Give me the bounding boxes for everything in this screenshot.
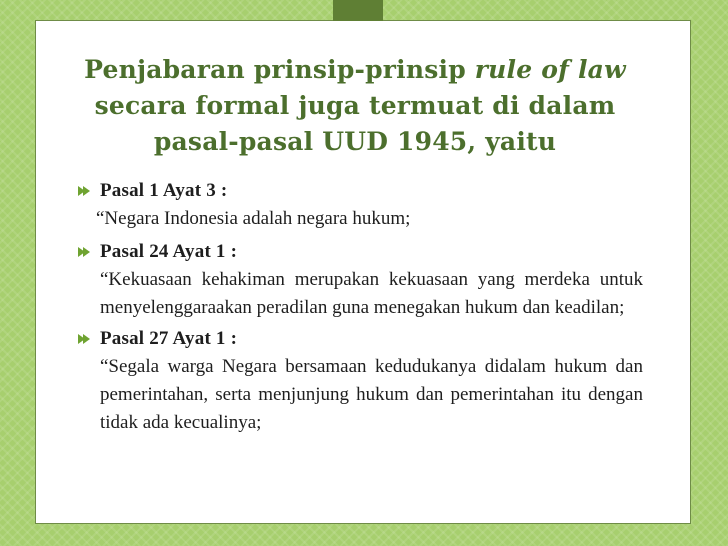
bullet-item bbox=[78, 324, 643, 353]
bullet-text: “Negara Indonesia adalah negara hukum; bbox=[96, 208, 411, 229]
arrow-bullet-icon bbox=[78, 184, 92, 198]
title-line-2: secara formal juga termuat di dalam bbox=[94, 91, 616, 120]
slide-title bbox=[60, 52, 650, 160]
arrow-bullet-icon bbox=[78, 245, 92, 259]
accent-tab bbox=[333, 0, 383, 21]
bullet-label: Pasal 24 Ayat 1 : bbox=[100, 241, 238, 262]
bullet-text: “Segala warga Negara bersamaan kedudukanya didalam hukum dan pemerintahan, serta menjunjung hukum dan pemerintahan itu dengan tidak ada kecualinya; bbox=[100, 356, 643, 433]
title-line-1-italic: rule of law bbox=[474, 55, 626, 84]
bullet-item bbox=[78, 176, 643, 205]
title-line-1-prefix: Penjabaran prinsip-prinsip bbox=[84, 55, 475, 84]
bullet-label: Pasal 27 Ayat 1 : bbox=[100, 328, 238, 349]
bullet-label: Pasal 1 Ayat 3 : bbox=[100, 180, 228, 201]
title-line-3: pasal-pasal UUD 1945, yaitu bbox=[153, 127, 557, 156]
bullet-item bbox=[78, 237, 643, 266]
bullet-text: “Kekuasaan kehakiman merupakan kekuasaan yang merdeka untuk menyelenggaraakan peradilan guna menegakan hukum dan keadilan; bbox=[100, 269, 643, 318]
title-line-1 bbox=[60, 52, 650, 88]
arrow-bullet-icon bbox=[78, 332, 92, 346]
slide-content bbox=[78, 176, 643, 437]
